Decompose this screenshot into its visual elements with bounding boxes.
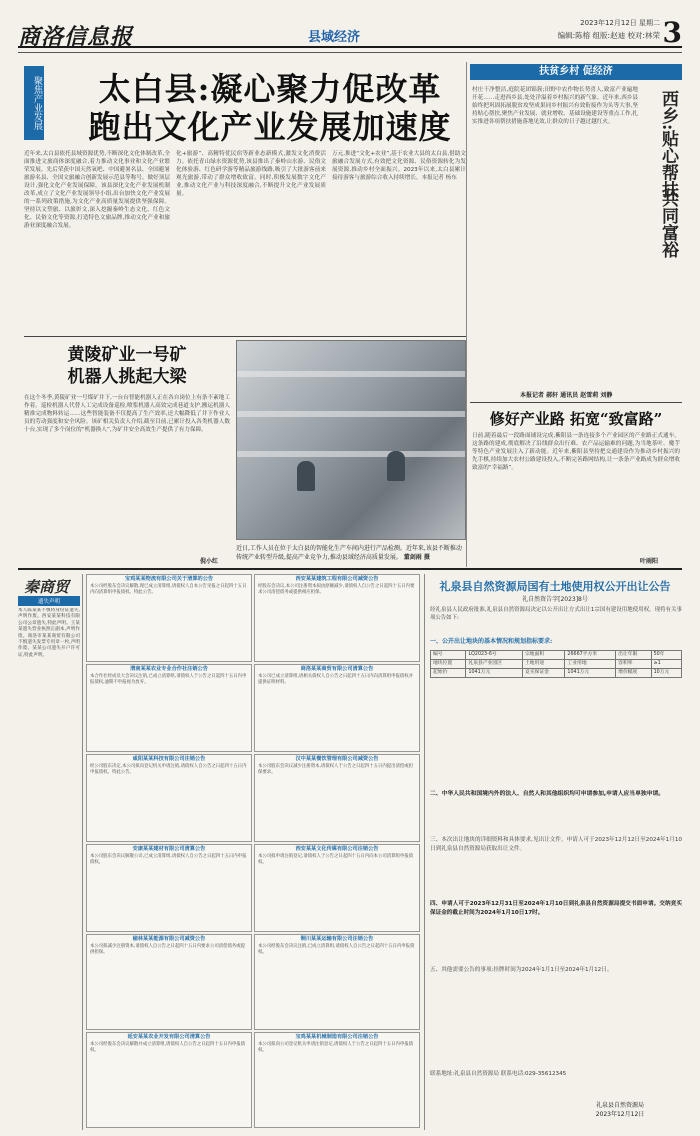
- land-sign-org: 礼泉县自然资源局: [595, 1102, 644, 1109]
- table-cell: 起始价: [431, 669, 466, 678]
- photo-worker: [387, 451, 405, 481]
- road-story-body: 日前,随着最后一段路面铺设完成,紫阳县一条连接多个产业园区的产业路正式通车。这条路的建成,彻底解决了沿线群众出行难、农产品运输难的问题,为当地茶叶、魔芋等特色产业发展注入了新动能。近年来,紫阳县坚持把交通建设作为推动乡村振兴的先手棋,持续加大农村公路建设投入,不断完善路网结构,让一条条产业路成为群众增收致富的“幸福路”。: [472, 433, 680, 471]
- table-cell: 工业用地: [565, 660, 616, 669]
- side-story-band: 扶贫乡村 促经济: [470, 64, 682, 80]
- page-number: 3: [662, 16, 682, 49]
- notice-box: [254, 664, 420, 752]
- side-story-title: 西乡:贴心帮扶: [658, 90, 678, 199]
- right-divider: [470, 402, 682, 403]
- land-section-4: 四、申请人可于2023年12月31日至2024年1月10日到礼泉县自然资源局提交书面申请。交纳竞买保证金的截止时间为2024年1月10日17时。: [430, 901, 682, 916]
- land-contact: 联系地址:礼泉县自然资源局 联系电话:029-35612345: [430, 1071, 567, 1077]
- factory-photo: [236, 340, 466, 540]
- column-divider: [466, 62, 467, 567]
- notice-box: [254, 934, 420, 1030]
- notice-title: 宝鸡某某物流有限公司关于清算的公告: [124, 576, 214, 582]
- lead-body-col-2: 化+旅游”、高精特优民宿等新业态新模式,激发文化消费活力。依托青山绿水资源优势,该县推出了秦岭山水游、民俗文化体验游、红色研学游等精品旅游线路,吸引了大批游客前来观光旅游,带动了群众增收致富。同时,积极发展数字文化产业,推动文化产业与科技深度融合,不断提升文化产业发展质量。: [176, 151, 326, 197]
- notice-body: 本公司经股东会决议解散,现已成立清算组,请债权人自本公告见报之日起四十五日内向清算组申报债权。特此公告。: [90, 584, 247, 596]
- headline-line-1: 太白县:凝心聚力促改革: [98, 70, 442, 108]
- notice-title: 汉中某某餐饮管理有限公司减资公告: [295, 756, 379, 762]
- side-story-title-2: 共同富裕: [658, 190, 678, 258]
- notice-body: 本公司经股东会决议解散并成立清算组,请债权人自公告之日起四十五日内申报债权。: [90, 1042, 246, 1054]
- notice-box: [86, 754, 252, 842]
- photo-light-strip: [237, 451, 465, 457]
- notice-body: 本公司拟减少注册资本,请债权人自公告之日起四十五日内要求公司清偿债务或提供担保。: [90, 944, 246, 956]
- table-cell: 土地用途: [522, 660, 564, 669]
- table-cell: 容积率: [616, 660, 651, 669]
- notice-body: 本公司拟申请注销登记,请债权人于公告之日起四十五日内向本公司清算组申报债权。: [258, 854, 414, 866]
- strip-heading: 遗失声明: [18, 596, 80, 606]
- notice-box: [254, 844, 420, 932]
- table-cell: 26667平方米: [565, 651, 616, 660]
- caption-text: 近日,工作人员在位于太白县的智能化生产车间内进行产品检测。近年来,该县不断推动传统产业转型升级,提高产业竞争力,推动县域经济高质量发展。: [236, 545, 462, 561]
- table-cell: 增价幅度: [616, 669, 651, 678]
- section-tag: 聚焦产业发展: [24, 66, 44, 140]
- notice-title: 延安某某农业开发有限公司清算公告: [127, 1034, 211, 1040]
- land-sign-date: 2023年12月12日: [595, 1111, 645, 1118]
- table-cell: ≥1: [651, 660, 681, 669]
- side-story-byline: 本报记者 郝轩 通讯员 赵雪莉 刘静: [520, 392, 613, 399]
- table-row: [431, 669, 682, 678]
- notice-box: [86, 1032, 252, 1128]
- lead-body-col-1: 近年来,太白县依托县域资源优势,不断深化文化体制改革,全面推进文旅商体深度融合,着力推动文化事业和文化产业繁荣发展。先后荣获中国天然氧吧、中国避暑名县、全国避暑旅游名县、全国文旅融合创新发展示范县等称号。做好顶层设计,强化文化产业发展保障。该县深化文化产业发展机制改革,成立了文化产业发展领导小组,出台加快文化产业发展的一系列政策措施,为文化产业高质量发展提供坚强保障。坚持以文塑旅、以旅彰文,深入挖掘秦岭生态文化、红色文化、民俗文化等资源,打造特色文旅品牌,推动文化产业和旅游业深度融合发展。: [24, 151, 170, 229]
- mine-title-line-2: 机器人挑起大梁: [67, 367, 187, 387]
- notice-title: 铜川某某运输有限公司注销公告: [300, 936, 374, 942]
- notice-box: [86, 844, 252, 932]
- photo-credit: 董剑雨 摄: [403, 554, 430, 561]
- notice-title: 咸阳某某科技有限公司注销公告: [132, 756, 206, 762]
- road-story-title: 修好产业路 拓宽“致富路”: [489, 410, 663, 428]
- table-cell: 宗地面积: [522, 651, 564, 660]
- strip-body: 本人陈某某不慎将身份证遗失,声明作废。西安某某科技有限公司公章遗失,特此声明。王某某遗失营业执照正副本,声明作废。商洛市某某商贸有限公司不慎遗失发票专用章一枚,声明作废。某某公司遗失开户许可证,特此声明。: [18, 608, 80, 658]
- photo-light-strip: [237, 411, 465, 417]
- notice-box: [86, 934, 252, 1030]
- land-signature: [560, 1100, 680, 1118]
- mine-story-byline: 倪小红: [200, 558, 219, 565]
- mine-title-line-1: 黄陵矿业一号矿: [67, 345, 187, 365]
- masthead: [18, 18, 682, 48]
- lost-notice-strip: [18, 596, 80, 1126]
- newspaper-logo: 商洛信息报: [18, 24, 134, 50]
- mid-divider: [24, 336, 466, 337]
- table-cell: LQ2023-6号: [466, 651, 523, 660]
- notice-title: 宝鸡某某机械制造有限公司注销公告: [295, 1034, 379, 1040]
- land-intro: 经礼泉县人民政府批准,礼泉县自然资源局决定以公开出让方式出让1宗国有建设用地使用权。现将有关事项公告如下:: [430, 607, 682, 621]
- notice-box: [254, 574, 420, 662]
- road-story-byline: 叶雨阳: [640, 558, 659, 565]
- classified-divider: [82, 574, 83, 1130]
- mine-story-title: [24, 344, 230, 388]
- issue-date: 2023年12月12日 星期二: [580, 19, 660, 27]
- notice-title: 西安某某文化传媒有限公司注销公告: [295, 846, 379, 852]
- table-row: [431, 660, 682, 669]
- notice-title: 商洛某某商贸有限公司清算公告: [300, 666, 374, 672]
- table-cell: 1041万元: [565, 669, 616, 678]
- notice-body: 本公司经股东会决议注销,已成立清算组,请债权人自公告之日起四十五日内申报债权。: [258, 944, 415, 956]
- land-notice-title: 礼泉县自然资源局国有土地使用权公开出让公告: [439, 580, 671, 593]
- table-cell: 地块位置: [431, 660, 466, 669]
- notice-title: 安康某某建材有限公司清算公告: [132, 846, 206, 852]
- land-notice-number: 礼自然资告字[2023]8号: [522, 596, 588, 603]
- notice-box: [254, 1032, 420, 1128]
- notice-body: 经股东会决议,本公司注册资本拟由原额减少,请债权人自公告之日起四十五日内要求公司清偿债务或提供相应担保。: [258, 584, 415, 596]
- table-cell: 编号: [431, 651, 466, 660]
- photo-light-strip: [237, 371, 465, 377]
- lead-headline: [80, 70, 460, 146]
- classifieds-brand: 秦商贸: [24, 578, 70, 596]
- table-cell: 10万元: [651, 669, 681, 678]
- notice-box: [254, 754, 420, 842]
- table-cell: 出让年限: [616, 651, 651, 660]
- table-cell: 礼泉县产业园区: [466, 660, 523, 669]
- land-divider: [424, 574, 425, 1130]
- notice-title: 榆林某某能源有限公司减资公告: [132, 936, 206, 942]
- lower-section-rule: [18, 568, 682, 570]
- editor-credits: 编辑:陈榕 组版:赵迪 校对:林荣: [557, 31, 660, 40]
- mine-story-body: 在这个冬季,黄陵矿业一号煤矿井下,一台台智能机器人正在各自岗位上有条不紊地工作着。巡检机器人代替人工完成设备巡检,喷浆机器人高效完成巷道支护,搬运机器人精准完成物料转运……这些智能装备不仅提高了生产效率,还大幅降低了井下作业人员的劳动强度和安全风险。该矿相关负责人介绍,截至目前,已累计投入各类机器人数十台,实现了多个岗位的“机器换人”,为矿井安全高效生产提供了有力保障。: [24, 395, 230, 433]
- land-section-3: 三、本次出让地块的详细资料和具体要求,见出让文件。申请人可于2023年12月12日至2024年1月10日到礼泉县自然资源局获取出让文件。: [430, 837, 682, 852]
- side-story-body: 村庄干净整洁,庭院花团锦簇;田野中农作物长势喜人,致富产业遍地开花……走进西乡县,处处洋溢着乡村振兴的新气象。近年来,西乡县始终把巩固拓展脱贫攻坚成果同乡村振兴有效衔接作为头等大事,坚持贴心帮扶,聚焦产业发展、就业增收、基础设施建设等重点工作,扎实推进各项帮扶措施落地见效,让群众的日子越过越红火。: [472, 87, 638, 125]
- section-title: 县域经济: [308, 30, 361, 45]
- notice-body: 本公司已成立清算组,请相关债权人自公告之日起四十五日内向清算组申报债权并提供证明材料。: [258, 674, 414, 686]
- notice-body: 本公司拟向公司登记机关申请注销登记,请债权人于公告之日起四十五日内申报债权。: [258, 1042, 414, 1054]
- notice-box: [86, 574, 252, 662]
- lead-body-col-3: 万元,推进“文化+农业”,基于农业大县的太白县,借助文旅融合发展方式,有效把文化资源、民俗资源转化为发展资源,推动乡村全面振兴。2023年以来,太白县累计接待游客与旅游综合收入持续增长。本报记者 杨东: [332, 151, 466, 181]
- headline-line-2: 跑出文化产业发展加速度: [88, 108, 452, 146]
- notice-body: 本公司股东会决议解散公司,已成立清算组,请债权人自公告之日起四十五日内申报债权。: [90, 854, 247, 866]
- land-section-2: 二、中华人民共和国境内外的法人、自然人和其他组织均可申请参加,申请人应当单独申请。: [430, 791, 665, 797]
- notice-body: 本公司股东会决议减少注册资本,请债权人于公告之日起四十五日内提出清偿或担保要求。: [258, 764, 414, 776]
- land-parcel-table: [430, 650, 682, 678]
- notice-title: 渭南某某农业专业合作社注销公告: [130, 666, 208, 672]
- land-section-5: 五、其他需要公告的事项:挂牌时间为2024年1月1日至2024年1月12日。: [430, 967, 613, 973]
- notice-body: 本合作社经成员大会决议注销,已成立清算组,请债权人于公告之日起四十五日内申报债权,逾期不申报视为放弃。: [90, 674, 247, 686]
- table-cell: 50年: [651, 651, 681, 660]
- table-cell: 1041万元: [466, 669, 523, 678]
- notice-box: [86, 664, 252, 752]
- photo-caption: [236, 544, 466, 562]
- notice-body: 经公司股东决定,本公司拟向登记机关申请注销,请债权人自公告之日起四十五日内申报债权。特此公告。: [90, 764, 247, 776]
- notice-title: 西安某某建筑工程有限公司减资公告: [295, 576, 379, 582]
- table-cell: 竞买保证金: [522, 669, 564, 678]
- photo-worker: [297, 461, 315, 491]
- table-row: [431, 651, 682, 660]
- land-section-1: 一、公开出让地块的基本情况和规划指标要求:: [430, 638, 553, 645]
- header-rule: [18, 52, 682, 53]
